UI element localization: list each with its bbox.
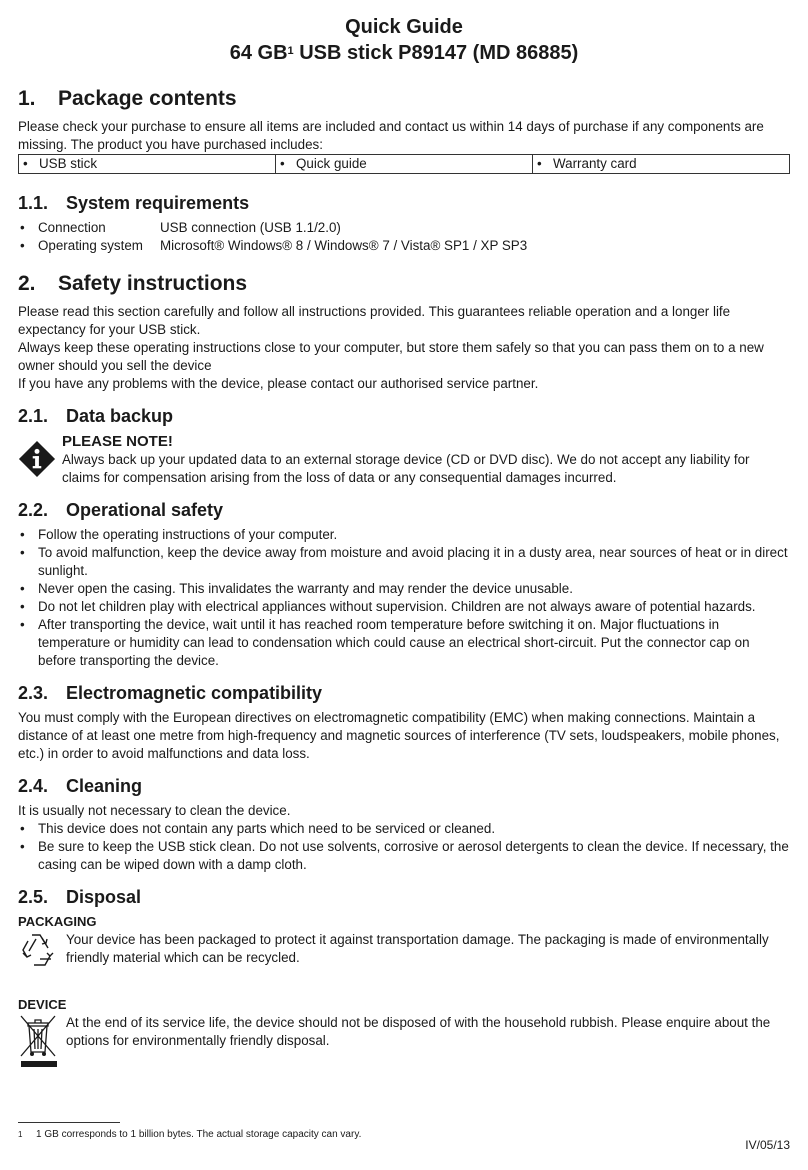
section-2-para-3: If you have any problems with the device, please contact our authorised service partner.	[18, 376, 539, 391]
list-item: • Never open the casing. This invalidates the warranty and may render the device unusable.	[18, 580, 790, 598]
list-item: • Be sure to keep the USB stick clean. Do not use solvents, corrosive or aerosol detergents to clean the device. If necessary, the casing can be wiped down with a damp cloth.	[18, 838, 790, 874]
info-icon	[18, 432, 62, 487]
footnote-mark: 1	[18, 1130, 23, 1139]
note-text: Always back up your updated data to an external storage device (CD or DVD disc). We do not accept any liability for claims for compensation arising from the loss of data or any consequential damages incurred.	[62, 452, 750, 485]
package-item: • Quick guide	[276, 155, 533, 174]
section-2-3-text: You must comply with the European directives on electromagnetic compatibility (EMC) when making connections. Maintain a distance of at least one metre from high-frequency and magnetic sources of interference (TV sets, loudspeakers, mobile phones, etc.) in order to avoid malfunctions and data loss.	[18, 710, 780, 761]
package-contents-table	[18, 154, 790, 174]
list-item: • Do not let children play with electrical appliances without supervision. Children are not always aware of potential hazards.	[18, 598, 790, 616]
requirement-row: • Connection USB connection (USB 1.1/2.0)	[18, 219, 790, 237]
page-id: IV/05/13	[745, 1138, 790, 1152]
footnote-divider	[18, 1122, 120, 1123]
section-2-2-heading: 2.2. Operational safety	[18, 500, 224, 520]
crossed-bin-icon	[18, 1014, 66, 1075]
document-page	[18, 14, 790, 1075]
list-item: • Follow the operating instructions of your computer.	[18, 526, 790, 544]
section-2-para-2: Always keep these operating instructions close to your computer, but store them safely so that you can pass them on to a new owner should you sell the device	[18, 340, 764, 373]
section-2-3-heading: 2.3. Electromagnetic compatibility	[18, 683, 323, 703]
section-2-5-heading: 2.5. Disposal	[18, 887, 142, 907]
section-2-4-heading: 2.4. Cleaning	[18, 776, 143, 796]
operational-safety-list	[18, 526, 790, 670]
note-box	[18, 432, 790, 487]
section-2-para-1: Please read this section carefully and follow all instructions provided. This guarantees reliable operation and a longer life expectancy for your USB stick.	[18, 304, 731, 337]
device-text: At the end of its service life, the device should not be disposed of with the household rubbish. Please enquire about the options for environmentally friendly disposal.	[66, 1015, 771, 1048]
list-item: • After transporting the device, wait until it has reached room temperature before switching it on. Major fluctuations in temperature or humidity can lead to condensation which could cause an electrical short-circuit. Put the connector cap on before transporting the device.	[18, 616, 790, 670]
packaging-text: Your device has been packaged to protect it against transportation damage. The packaging is made of environmentally friendly material which can be recycled.	[66, 932, 769, 965]
footnote	[18, 1128, 361, 1141]
recycle-icon	[18, 931, 66, 976]
title-line2: 64 $GB^1$ USB stick P89147 (MD 86885)	[229, 42, 579, 64]
device-heading: DEVICE	[18, 997, 67, 1012]
cleaning-list	[18, 820, 790, 874]
packaging-heading: PACKAGING	[18, 914, 97, 929]
section-1-1-heading: 1.1. System requirements	[18, 193, 250, 213]
packaging-block	[18, 931, 790, 976]
title-line1: Quick Guide	[345, 16, 463, 38]
section-1-heading: 1. Package contents	[18, 87, 237, 110]
section-1-text: Please check your purchase to ensure all items are included and contact us within 14 days of purchase if any components are missing. The product you have purchased includes:	[18, 119, 764, 152]
section-2-4-text: It is usually not necessary to clean the device.	[18, 803, 291, 818]
package-item: • USB stick	[19, 155, 276, 174]
list-item: • This device does not contain any parts which need to be serviced or cleaned.	[18, 820, 790, 838]
requirement-row: • Operating system Microsoft® Windows® 8 / Windows® 7 / Vista® SP1 / XP SP3	[18, 237, 790, 255]
section-2-heading: 2. Safety instructions	[18, 272, 248, 295]
list-item: • To avoid malfunction, keep the device away from moisture and avoid placing it in a dusty area, near sources of heat or in direct sunlight.	[18, 544, 790, 580]
section-2-1-heading: 2.1. Data backup	[18, 406, 174, 426]
package-item: • Warranty card	[533, 155, 790, 174]
requirements-list	[18, 219, 790, 255]
device-block	[18, 1014, 790, 1075]
note-heading: PLEASE NOTE!	[62, 433, 173, 450]
footnote-ref: 1	[287, 45, 294, 57]
footnote-text: 1 GB corresponds to 1 billion bytes. The actual storage capacity can vary.	[36, 1129, 362, 1140]
